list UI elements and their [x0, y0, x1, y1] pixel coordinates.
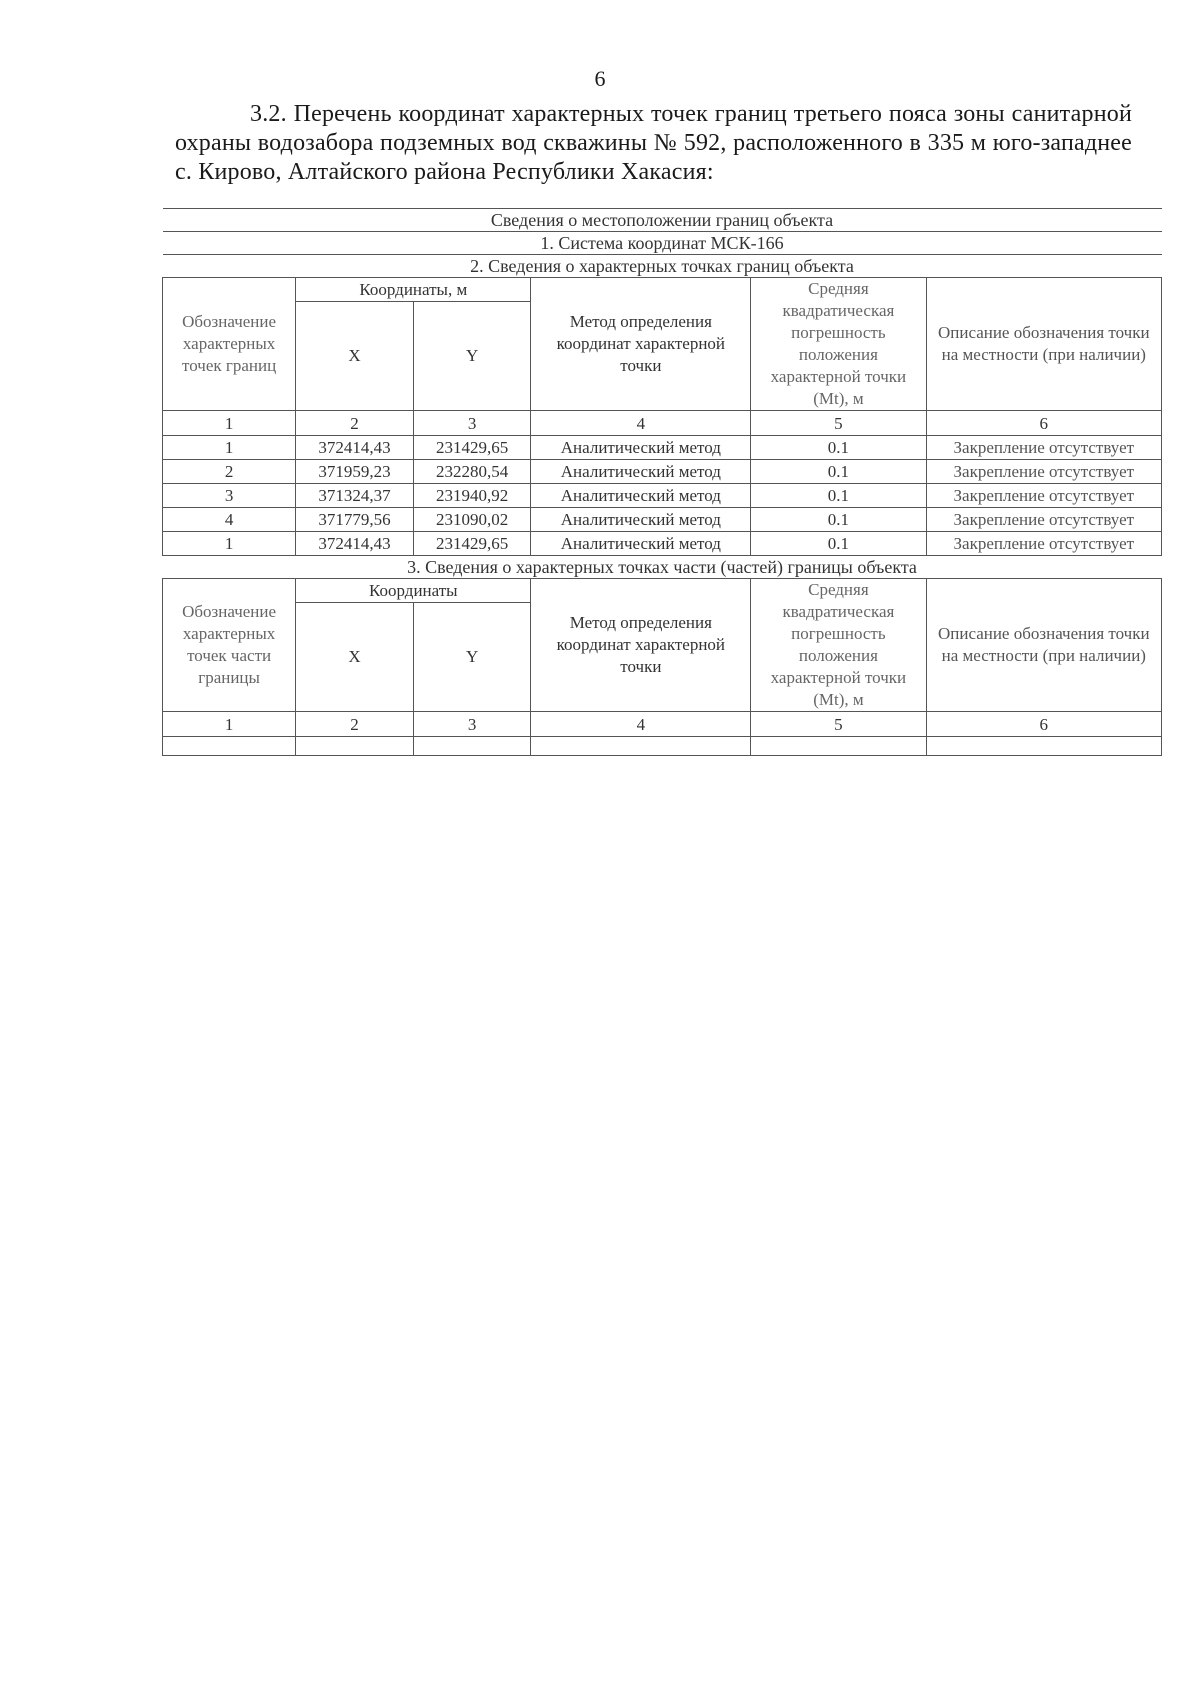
- col-number: 1: [163, 712, 296, 737]
- col-number: 2: [296, 411, 414, 436]
- table-row: [163, 436, 1162, 460]
- x-value: 371324,37: [296, 484, 414, 508]
- description-value: Закрепление отсутствует: [926, 508, 1161, 532]
- error-value: 0.1: [751, 508, 926, 532]
- section-heading: [175, 100, 1132, 187]
- header-designation-part: Обозначение характерных точек части границы: [163, 579, 296, 712]
- column-numbers-row-part: [163, 712, 1162, 737]
- error-value: 0.1: [751, 532, 926, 556]
- point-id: 1: [163, 436, 296, 460]
- col-number: 5: [751, 411, 926, 436]
- coordinate-system: 1. Система координат МСК-166: [163, 232, 1162, 255]
- description-value: Закрепление отсутствует: [926, 460, 1161, 484]
- point-id: 1: [163, 532, 296, 556]
- table-row: [163, 532, 1162, 556]
- method-value: Аналитический метод: [531, 484, 751, 508]
- method-value: Аналитический метод: [531, 460, 751, 484]
- point-id: 2: [163, 460, 296, 484]
- header-method: Метод определения координат характерной точки: [531, 278, 751, 411]
- coordinates-table: [162, 208, 1162, 756]
- error-value: 0.1: [751, 460, 926, 484]
- header-y: Y: [413, 301, 531, 410]
- y-value: 231429,65: [413, 532, 531, 556]
- method-value: Аналитический метод: [531, 532, 751, 556]
- empty-row: [163, 737, 1162, 756]
- header-error: Средняя квадратическая погрешность положения характерной точки (Mt), м: [751, 278, 926, 411]
- description-value: Закрепление отсутствует: [926, 484, 1161, 508]
- header-coordinates: Координаты, м: [296, 278, 531, 302]
- header-designation: Обозначение характерных точек границ: [163, 278, 296, 411]
- table-title: Сведения о местоположении границ объекта: [163, 209, 1162, 232]
- col-number: 4: [531, 411, 751, 436]
- table-row: [163, 460, 1162, 484]
- x-value: 372414,43: [296, 532, 414, 556]
- page-number: 6: [594, 66, 606, 91]
- table-row: [163, 484, 1162, 508]
- header-y-part: Y: [413, 602, 531, 711]
- method-value: Аналитический метод: [531, 436, 751, 460]
- header-coordinates-part: Координаты: [296, 579, 531, 603]
- error-value: 0.1: [751, 436, 926, 460]
- table-row: [163, 508, 1162, 532]
- col-number: 6: [926, 411, 1161, 436]
- y-value: 231090,02: [413, 508, 531, 532]
- header-x-part: X: [296, 602, 414, 711]
- col-number: 4: [531, 712, 751, 737]
- col-number: 5: [751, 712, 926, 737]
- x-value: 371779,56: [296, 508, 414, 532]
- point-id: 3: [163, 484, 296, 508]
- x-value: 372414,43: [296, 436, 414, 460]
- col-number: 6: [926, 712, 1161, 737]
- header-description-part: Описание обозначения точки на местности (при наличии): [926, 579, 1161, 712]
- section-heading-text: 3.2. Перечень координат характерных точек границ третьего пояса зоны санитарной охраны водозабора подземных вод скважины № 592, расположенного в 335 м юго-западнее с. Кирово, Алтайского района Республики Хакасия:: [175, 101, 1132, 185]
- col-number: 3: [413, 712, 531, 737]
- point-id: 4: [163, 508, 296, 532]
- y-value: 231940,92: [413, 484, 531, 508]
- description-value: Закрепление отсутствует: [926, 532, 1161, 556]
- header-x: X: [296, 301, 414, 410]
- header-error-part: Средняя квадратическая погрешность положения характерной точки (Mt), м: [751, 579, 926, 712]
- column-numbers-row: [163, 411, 1162, 436]
- method-value: Аналитический метод: [531, 508, 751, 532]
- y-value: 232280,54: [413, 460, 531, 484]
- header-method-part: Метод определения координат характерной точки: [531, 579, 751, 712]
- col-number: 1: [163, 411, 296, 436]
- y-value: 231429,65: [413, 436, 531, 460]
- col-number: 2: [296, 712, 414, 737]
- x-value: 371959,23: [296, 460, 414, 484]
- error-value: 0.1: [751, 484, 926, 508]
- col-number: 3: [413, 411, 531, 436]
- header-description: Описание обозначения точки на местности (при наличии): [926, 278, 1161, 411]
- section-3-title: 3. Сведения о характерных точках части (частей) границы объекта: [163, 556, 1162, 579]
- section-2-title: 2. Сведения о характерных точках границ объекта: [163, 255, 1162, 278]
- description-value: Закрепление отсутствует: [926, 436, 1161, 460]
